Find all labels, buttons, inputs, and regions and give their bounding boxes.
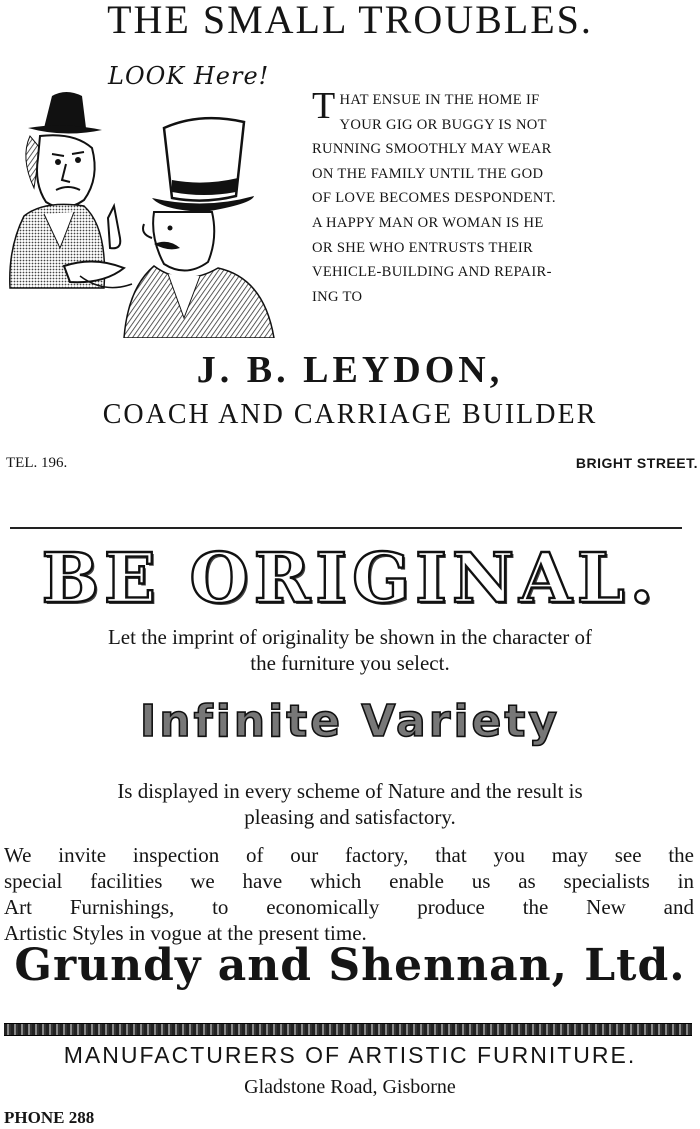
subheadline: Infinite Variety bbox=[139, 696, 561, 747]
company-address: Gladstone Road, Gisborne bbox=[244, 1076, 456, 1098]
invite-line: We invite inspection of our factory, that you may see the bbox=[4, 843, 694, 867]
nature-line: Is displayed in every scheme of Nature and the result is bbox=[117, 779, 583, 803]
advert-body-text bbox=[312, 85, 692, 309]
intro-line: Let the imprint of originality be shown in the character of bbox=[107, 625, 592, 649]
invite-line: special facilities we have which enable us as specialists in bbox=[4, 869, 694, 893]
nature-paragraph bbox=[0, 778, 700, 830]
body-line: OF LOVE BECOMES DESPONDENT. bbox=[312, 190, 556, 207]
intro-line: the furniture you select. bbox=[250, 651, 450, 675]
look-here-callout: LOOK Here! bbox=[108, 62, 270, 90]
street-address: BRIGHT STREET. bbox=[575, 455, 698, 471]
divider-rule bbox=[10, 527, 682, 529]
advert-title: THE SMALL TROUBLES. bbox=[107, 0, 593, 42]
body-line: A HAPPY MAN OR WOMAN IS HE bbox=[312, 214, 544, 231]
intro-paragraph bbox=[0, 624, 700, 676]
company-tagline: MANUFACTURERS OF ARTISTIC FURNITURE. bbox=[63, 1042, 637, 1068]
body-line: RUNNING SMOOTHLY MAY WEAR bbox=[312, 141, 552, 158]
body-line: YOUR GIG OR BUGGY IS NOT bbox=[339, 116, 547, 133]
two-men-talking-illustration bbox=[4, 88, 304, 343]
body-line: OR SHE WHO ENTRUSTS THEIR bbox=[312, 239, 534, 256]
ornamental-bar bbox=[4, 1023, 692, 1036]
body-line: ING TO bbox=[312, 288, 363, 305]
company-name: Grundy and Shennan, Ltd. bbox=[14, 940, 686, 991]
headline: BE ORIGINAL. bbox=[41, 539, 659, 619]
body-line: ON THE FAMILY UNTIL THE GOD bbox=[312, 165, 544, 182]
body-line: VEHICLE-BUILDING AND REPAIR- bbox=[312, 264, 552, 281]
drop-cap: T bbox=[312, 85, 336, 127]
business-name: J. B. LEYDON, bbox=[196, 349, 504, 391]
invite-paragraph bbox=[4, 842, 694, 946]
invite-line: Art Furnishings, to economically produce the New and bbox=[4, 895, 694, 919]
invite-line: Artistic Styles in vogue at the present time. bbox=[4, 921, 367, 945]
company-phone: PHONE 288 bbox=[4, 1108, 95, 1127]
nature-line: pleasing and satisfactory. bbox=[244, 805, 456, 829]
telephone-number: TEL. 196. bbox=[6, 455, 68, 471]
body-line: HAT ENSUE IN THE HOME IF bbox=[339, 92, 540, 108]
business-trade: COACH AND CARRIAGE BUILDER bbox=[102, 399, 598, 430]
